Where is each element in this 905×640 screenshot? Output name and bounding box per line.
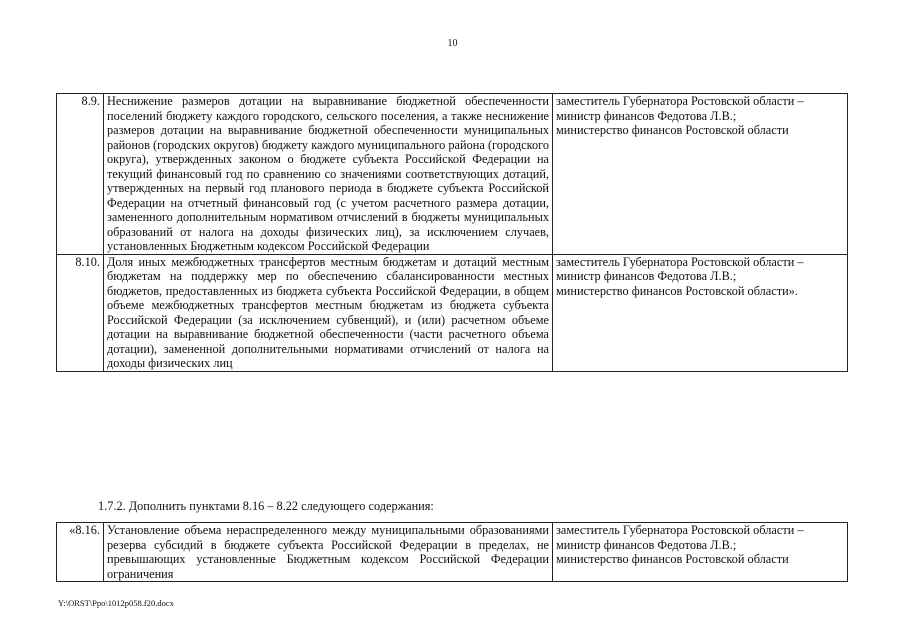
item-description: Доля иных межбюджетных трансфертов местным бюджетам и дотаций местным бюджетам на поддержку мер по обеспечению сбалансированности местных бюджетов, предоставленных из бюджета субъекта Российской Федерации, в общем объеме межбюджетных трансфертов местным бюджетам из бюджета субъекта Российской Федерации (за исключением субвенций), и (или) расчетном объеме дотации на выравнивание бюджетной обеспеченности (части расчетного объема дотации), замененной дополнительными нормативами отчислений от налога на доходы физических лиц bbox=[104, 254, 553, 371]
item-number: 8.10. bbox=[57, 254, 104, 371]
measures-table bbox=[56, 93, 848, 372]
responsible-line: министерство финансов Ростовской области bbox=[556, 552, 789, 566]
table-row bbox=[57, 523, 848, 582]
responsible-line: министерство финансов Ростовской области». bbox=[556, 283, 798, 298]
responsible-line: министерство финансов Ростовской области bbox=[556, 123, 789, 137]
item-number: 8.9. bbox=[57, 94, 104, 255]
item-responsible bbox=[553, 254, 848, 371]
item-responsible bbox=[553, 523, 848, 582]
responsible-line: заместитель Губернатора Ростовской области – bbox=[556, 94, 804, 108]
responsible-line: министр финансов Федотова Л.В.; bbox=[556, 269, 737, 283]
responsible-line: министр финансов Федотова Л.В.; bbox=[556, 537, 737, 552]
item-responsible bbox=[553, 94, 848, 255]
new-measures-table bbox=[56, 522, 848, 582]
table-row bbox=[57, 254, 848, 371]
item-description: Установление объема нераспределенного между муниципальными образованиями резерва субсидий в бюджете субъекта Российской Федерации в пределах, не превышающих установленные Бюджетным кодексом Российской Федерации ограничения bbox=[104, 523, 553, 582]
responsible-line: заместитель Губернатора Ростовской области – bbox=[556, 254, 804, 269]
responsible-line: министр финансов Федотова Л.В.; bbox=[556, 108, 737, 123]
responsible-line: заместитель Губернатора Ростовской области – bbox=[556, 523, 804, 537]
page-number: 10 bbox=[447, 38, 458, 49]
item-number: «8.16. bbox=[57, 523, 104, 582]
table-row bbox=[57, 94, 848, 255]
amendment-intro: 1.7.2. Дополнить пунктами 8.16 – 8.22 следующего содержания: bbox=[98, 499, 434, 513]
item-description: Неснижение размеров дотации на выравнивание бюджетной обеспеченности поселений бюджету каждого городского, сельского поселения, а также неснижение размеров дотации на выравнивание бюджетной обеспеченности муниципальных районов (городских округов) бюджету каждого муниципального района (городского округа), утвержденных законом о бюджете субъекта Российской Федерации на текущий финансовый год по сравнению со значениями соответствующих дотаций, утвержденных на первый год планового периода в бюджете субъекта Российской Федерации на отчетный финансовый год (с учетом расчетного размера дотации, замененного дополнительным нормативом отчислений в бюджеты муниципальных образований от налога на доходы физических лиц), за исключением случаев, установленных Бюджетным кодексом Российской Федерации bbox=[104, 94, 553, 255]
file-path-footer: Y:\ORST\Ppo\1012p058.f20.docx bbox=[58, 598, 174, 608]
